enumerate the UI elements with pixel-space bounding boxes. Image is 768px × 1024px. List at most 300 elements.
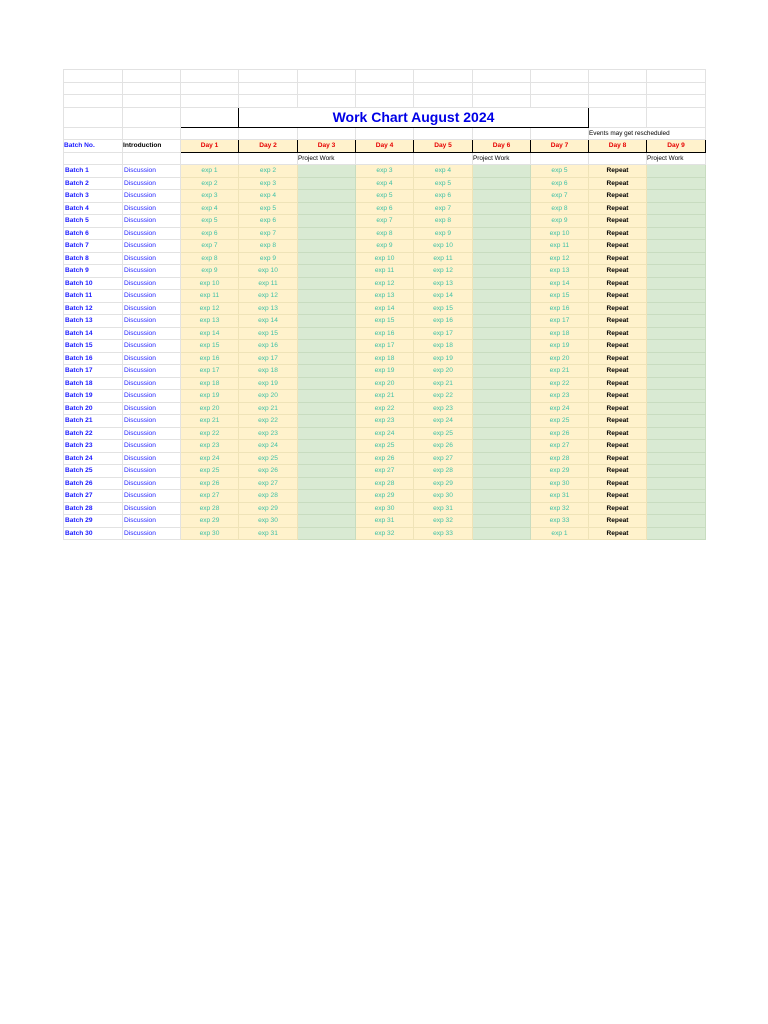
day-7-cell[interactable]: exp 28 [531, 452, 589, 465]
page-title[interactable]: Work Chart August 2024 [239, 107, 589, 127]
introduction-cell[interactable]: Discussion [123, 490, 181, 503]
introduction-cell[interactable]: Discussion [123, 327, 181, 340]
day-3-project-cell[interactable] [298, 290, 356, 303]
day-7-cell[interactable]: exp 9 [531, 215, 589, 228]
day-3-project-cell[interactable] [298, 515, 356, 528]
cell[interactable] [356, 127, 414, 140]
day-3-project-cell[interactable] [298, 490, 356, 503]
day-9-project-cell[interactable] [647, 452, 706, 465]
day-8-repeat-cell[interactable]: Repeat [589, 265, 647, 278]
batch-cell[interactable]: Batch 25 [64, 465, 123, 478]
introduction-cell[interactable]: Discussion [123, 465, 181, 478]
cell[interactable] [181, 152, 239, 165]
day-9-project-cell[interactable] [647, 190, 706, 203]
cell[interactable] [356, 152, 414, 165]
cell[interactable] [531, 95, 589, 108]
day-6-project-cell[interactable] [473, 502, 531, 515]
day-6-project-cell[interactable] [473, 415, 531, 428]
day-9-project-cell[interactable] [647, 240, 706, 253]
day-7-cell[interactable]: exp 20 [531, 352, 589, 365]
cell[interactable] [414, 70, 473, 83]
day-2-cell[interactable]: exp 24 [239, 440, 298, 453]
day-2-cell[interactable]: exp 13 [239, 302, 298, 315]
day-6-project-cell[interactable] [473, 465, 531, 478]
day-2-cell[interactable]: exp 9 [239, 252, 298, 265]
day-7-cell[interactable]: exp 5 [531, 165, 589, 178]
day-1-cell[interactable]: exp 18 [181, 377, 239, 390]
day-6-project-cell[interactable] [473, 515, 531, 528]
introduction-cell[interactable]: Discussion [123, 502, 181, 515]
day-3-project-cell[interactable] [298, 402, 356, 415]
cell[interactable] [414, 152, 473, 165]
introduction-cell[interactable]: Discussion [123, 452, 181, 465]
day-8-repeat-cell[interactable]: Repeat [589, 177, 647, 190]
project-work-label-day-6[interactable]: Project Work [473, 152, 531, 165]
introduction-cell[interactable]: Discussion [123, 202, 181, 215]
day-9-project-cell[interactable] [647, 440, 706, 453]
day-8-repeat-cell[interactable]: Repeat [589, 415, 647, 428]
day-2-cell[interactable]: exp 16 [239, 340, 298, 353]
day-7-cell[interactable]: exp 6 [531, 177, 589, 190]
day-5-cell[interactable]: exp 20 [414, 365, 473, 378]
day-4-cell[interactable]: exp 30 [356, 502, 414, 515]
day-2-cell[interactable]: exp 21 [239, 402, 298, 415]
day-9-project-cell[interactable] [647, 390, 706, 403]
batch-cell[interactable]: Batch 19 [64, 390, 123, 403]
day-2-cell[interactable]: exp 4 [239, 190, 298, 203]
day-7-cell[interactable]: exp 31 [531, 490, 589, 503]
batch-cell[interactable]: Batch 6 [64, 227, 123, 240]
day-7-cell[interactable]: exp 29 [531, 465, 589, 478]
day-3-project-cell[interactable] [298, 177, 356, 190]
day-3-project-cell[interactable] [298, 215, 356, 228]
title-left-cell[interactable] [181, 107, 239, 127]
introduction-cell[interactable]: Discussion [123, 240, 181, 253]
day-6-project-cell[interactable] [473, 290, 531, 303]
introduction-cell[interactable]: Discussion [123, 440, 181, 453]
day-7-cell[interactable]: exp 26 [531, 427, 589, 440]
introduction-cell[interactable]: Discussion [123, 315, 181, 328]
day-7-cell[interactable]: exp 24 [531, 402, 589, 415]
day-6-project-cell[interactable] [473, 215, 531, 228]
day-4-cell[interactable]: exp 14 [356, 302, 414, 315]
day-8-repeat-cell[interactable]: Repeat [589, 402, 647, 415]
day-2-cell[interactable]: exp 3 [239, 177, 298, 190]
cell[interactable] [64, 107, 123, 127]
day-6-project-cell[interactable] [473, 365, 531, 378]
day-9-project-cell[interactable] [647, 427, 706, 440]
batch-cell[interactable]: Batch 21 [64, 415, 123, 428]
day-1-cell[interactable]: exp 23 [181, 440, 239, 453]
day-6-project-cell[interactable] [473, 227, 531, 240]
day-4-cell[interactable]: exp 9 [356, 240, 414, 253]
header-batch[interactable]: Batch No. [64, 140, 123, 153]
day-1-cell[interactable]: exp 12 [181, 302, 239, 315]
day-5-cell[interactable]: exp 18 [414, 340, 473, 353]
day-9-project-cell[interactable] [647, 402, 706, 415]
introduction-cell[interactable]: Discussion [123, 402, 181, 415]
day-5-cell[interactable]: exp 12 [414, 265, 473, 278]
introduction-cell[interactable]: Discussion [123, 252, 181, 265]
day-4-cell[interactable]: exp 8 [356, 227, 414, 240]
day-2-cell[interactable]: exp 27 [239, 477, 298, 490]
day-6-project-cell[interactable] [473, 490, 531, 503]
day-1-cell[interactable]: exp 14 [181, 327, 239, 340]
cell[interactable] [356, 82, 414, 95]
day-8-repeat-cell[interactable]: Repeat [589, 465, 647, 478]
day-5-cell[interactable]: exp 17 [414, 327, 473, 340]
batch-cell[interactable]: Batch 28 [64, 502, 123, 515]
day-1-cell[interactable]: exp 26 [181, 477, 239, 490]
cell[interactable] [123, 152, 181, 165]
day-4-cell[interactable]: exp 19 [356, 365, 414, 378]
day-8-repeat-cell[interactable]: Repeat [589, 427, 647, 440]
day-1-cell[interactable]: exp 16 [181, 352, 239, 365]
header-day-1[interactable]: Day 1 [181, 140, 239, 153]
day-7-cell[interactable]: exp 32 [531, 502, 589, 515]
cell[interactable] [356, 95, 414, 108]
day-9-project-cell[interactable] [647, 202, 706, 215]
day-5-cell[interactable]: exp 9 [414, 227, 473, 240]
day-5-cell[interactable]: exp 30 [414, 490, 473, 503]
day-6-project-cell[interactable] [473, 315, 531, 328]
cell[interactable] [298, 95, 356, 108]
day-8-repeat-cell[interactable]: Repeat [589, 302, 647, 315]
day-8-repeat-cell[interactable]: Repeat [589, 502, 647, 515]
day-4-cell[interactable]: exp 11 [356, 265, 414, 278]
day-9-project-cell[interactable] [647, 515, 706, 528]
day-8-repeat-cell[interactable]: Repeat [589, 165, 647, 178]
day-7-cell[interactable]: exp 11 [531, 240, 589, 253]
day-9-project-cell[interactable] [647, 502, 706, 515]
day-2-cell[interactable]: exp 23 [239, 427, 298, 440]
day-6-project-cell[interactable] [473, 177, 531, 190]
day-1-cell[interactable]: exp 8 [181, 252, 239, 265]
day-1-cell[interactable]: exp 9 [181, 265, 239, 278]
day-7-cell[interactable]: exp 14 [531, 277, 589, 290]
day-3-project-cell[interactable] [298, 365, 356, 378]
day-9-project-cell[interactable] [647, 352, 706, 365]
cell[interactable] [531, 70, 589, 83]
day-5-cell[interactable]: exp 15 [414, 302, 473, 315]
day-7-cell[interactable]: exp 27 [531, 440, 589, 453]
cell[interactable] [181, 82, 239, 95]
day-3-project-cell[interactable] [298, 252, 356, 265]
day-7-cell[interactable]: exp 30 [531, 477, 589, 490]
day-9-project-cell[interactable] [647, 215, 706, 228]
day-5-cell[interactable]: exp 21 [414, 377, 473, 390]
day-9-project-cell[interactable] [647, 277, 706, 290]
day-6-project-cell[interactable] [473, 477, 531, 490]
introduction-cell[interactable]: Discussion [123, 527, 181, 540]
day-2-cell[interactable]: exp 5 [239, 202, 298, 215]
header-day-6[interactable]: Day 6 [473, 140, 531, 153]
project-work-label-day-9[interactable]: Project Work [647, 152, 706, 165]
day-6-project-cell[interactable] [473, 252, 531, 265]
introduction-cell[interactable]: Discussion [123, 277, 181, 290]
cell[interactable] [414, 127, 473, 140]
batch-cell[interactable]: Batch 30 [64, 527, 123, 540]
day-4-cell[interactable]: exp 32 [356, 527, 414, 540]
day-9-project-cell[interactable] [647, 177, 706, 190]
day-5-cell[interactable]: exp 4 [414, 165, 473, 178]
day-1-cell[interactable]: exp 24 [181, 452, 239, 465]
day-2-cell[interactable]: exp 29 [239, 502, 298, 515]
cell[interactable] [239, 95, 298, 108]
day-6-project-cell[interactable] [473, 265, 531, 278]
batch-cell[interactable]: Batch 18 [64, 377, 123, 390]
day-5-cell[interactable]: exp 27 [414, 452, 473, 465]
cell[interactable] [589, 70, 647, 83]
cell[interactable] [531, 127, 589, 140]
cell[interactable] [181, 95, 239, 108]
day-3-project-cell[interactable] [298, 327, 356, 340]
header-day-9[interactable]: Day 9 [647, 140, 706, 153]
batch-cell[interactable]: Batch 17 [64, 365, 123, 378]
day-7-cell[interactable]: exp 13 [531, 265, 589, 278]
cell[interactable] [64, 152, 123, 165]
day-2-cell[interactable]: exp 20 [239, 390, 298, 403]
batch-cell[interactable]: Batch 15 [64, 340, 123, 353]
day-6-project-cell[interactable] [473, 190, 531, 203]
day-3-project-cell[interactable] [298, 415, 356, 428]
introduction-cell[interactable]: Discussion [123, 165, 181, 178]
day-6-project-cell[interactable] [473, 402, 531, 415]
day-9-project-cell[interactable] [647, 377, 706, 390]
header-introduction[interactable]: Introduction [123, 140, 181, 153]
cell[interactable] [239, 82, 298, 95]
day-9-project-cell[interactable] [647, 302, 706, 315]
day-3-project-cell[interactable] [298, 390, 356, 403]
day-6-project-cell[interactable] [473, 352, 531, 365]
day-1-cell[interactable]: exp 7 [181, 240, 239, 253]
day-5-cell[interactable]: exp 19 [414, 352, 473, 365]
batch-cell[interactable]: Batch 3 [64, 190, 123, 203]
cell[interactable] [123, 95, 181, 108]
day-4-cell[interactable]: exp 29 [356, 490, 414, 503]
day-2-cell[interactable]: exp 15 [239, 327, 298, 340]
day-7-cell[interactable]: exp 1 [531, 527, 589, 540]
day-5-cell[interactable]: exp 25 [414, 427, 473, 440]
day-3-project-cell[interactable] [298, 165, 356, 178]
cell[interactable] [123, 70, 181, 83]
day-3-project-cell[interactable] [298, 340, 356, 353]
day-4-cell[interactable]: exp 3 [356, 165, 414, 178]
introduction-cell[interactable]: Discussion [123, 352, 181, 365]
day-1-cell[interactable]: exp 25 [181, 465, 239, 478]
cell[interactable] [64, 127, 123, 140]
day-4-cell[interactable]: exp 27 [356, 465, 414, 478]
day-6-project-cell[interactable] [473, 377, 531, 390]
batch-cell[interactable]: Batch 23 [64, 440, 123, 453]
day-3-project-cell[interactable] [298, 240, 356, 253]
day-4-cell[interactable]: exp 13 [356, 290, 414, 303]
day-1-cell[interactable]: exp 27 [181, 490, 239, 503]
day-8-repeat-cell[interactable]: Repeat [589, 352, 647, 365]
day-8-repeat-cell[interactable]: Repeat [589, 227, 647, 240]
day-2-cell[interactable]: exp 19 [239, 377, 298, 390]
cell[interactable] [414, 95, 473, 108]
introduction-cell[interactable]: Discussion [123, 365, 181, 378]
cell[interactable] [589, 152, 647, 165]
introduction-cell[interactable]: Discussion [123, 390, 181, 403]
introduction-cell[interactable]: Discussion [123, 215, 181, 228]
day-4-cell[interactable]: exp 18 [356, 352, 414, 365]
day-3-project-cell[interactable] [298, 527, 356, 540]
cell[interactable] [123, 82, 181, 95]
cell[interactable] [589, 107, 647, 127]
day-3-project-cell[interactable] [298, 190, 356, 203]
cell[interactable] [531, 152, 589, 165]
batch-cell[interactable]: Batch 1 [64, 165, 123, 178]
day-2-cell[interactable]: exp 28 [239, 490, 298, 503]
day-1-cell[interactable]: exp 21 [181, 415, 239, 428]
project-work-label-day-3[interactable]: Project Work [298, 152, 356, 165]
batch-cell[interactable]: Batch 26 [64, 477, 123, 490]
day-5-cell[interactable]: exp 16 [414, 315, 473, 328]
batch-cell[interactable]: Batch 12 [64, 302, 123, 315]
introduction-cell[interactable]: Discussion [123, 427, 181, 440]
day-2-cell[interactable]: exp 7 [239, 227, 298, 240]
day-9-project-cell[interactable] [647, 490, 706, 503]
day-9-project-cell[interactable] [647, 340, 706, 353]
day-9-project-cell[interactable] [647, 365, 706, 378]
cell[interactable] [239, 70, 298, 83]
day-4-cell[interactable]: exp 24 [356, 427, 414, 440]
day-2-cell[interactable]: exp 30 [239, 515, 298, 528]
day-1-cell[interactable]: exp 19 [181, 390, 239, 403]
day-3-project-cell[interactable] [298, 427, 356, 440]
day-4-cell[interactable]: exp 28 [356, 477, 414, 490]
day-9-project-cell[interactable] [647, 165, 706, 178]
day-2-cell[interactable]: exp 22 [239, 415, 298, 428]
day-1-cell[interactable]: exp 30 [181, 527, 239, 540]
day-8-repeat-cell[interactable]: Repeat [589, 252, 647, 265]
day-4-cell[interactable]: exp 25 [356, 440, 414, 453]
day-8-repeat-cell[interactable]: Repeat [589, 327, 647, 340]
day-6-project-cell[interactable] [473, 390, 531, 403]
day-3-project-cell[interactable] [298, 377, 356, 390]
batch-cell[interactable]: Batch 14 [64, 327, 123, 340]
cell[interactable] [647, 70, 706, 83]
day-8-repeat-cell[interactable]: Repeat [589, 277, 647, 290]
day-3-project-cell[interactable] [298, 502, 356, 515]
day-1-cell[interactable]: exp 2 [181, 177, 239, 190]
day-3-project-cell[interactable] [298, 477, 356, 490]
cell[interactable] [473, 70, 531, 83]
day-1-cell[interactable]: exp 17 [181, 365, 239, 378]
cell[interactable] [298, 70, 356, 83]
day-8-repeat-cell[interactable]: Repeat [589, 390, 647, 403]
day-9-project-cell[interactable] [647, 290, 706, 303]
day-7-cell[interactable]: exp 23 [531, 390, 589, 403]
day-1-cell[interactable]: exp 15 [181, 340, 239, 353]
day-3-project-cell[interactable] [298, 202, 356, 215]
day-4-cell[interactable]: exp 21 [356, 390, 414, 403]
day-5-cell[interactable]: exp 11 [414, 252, 473, 265]
day-3-project-cell[interactable] [298, 302, 356, 315]
day-7-cell[interactable]: exp 18 [531, 327, 589, 340]
day-2-cell[interactable]: exp 8 [239, 240, 298, 253]
day-8-repeat-cell[interactable]: Repeat [589, 290, 647, 303]
cell[interactable] [356, 70, 414, 83]
day-4-cell[interactable]: exp 23 [356, 415, 414, 428]
day-7-cell[interactable]: exp 17 [531, 315, 589, 328]
day-6-project-cell[interactable] [473, 327, 531, 340]
cell[interactable] [589, 82, 647, 95]
day-1-cell[interactable]: exp 11 [181, 290, 239, 303]
day-6-project-cell[interactable] [473, 277, 531, 290]
day-4-cell[interactable]: exp 31 [356, 515, 414, 528]
day-7-cell[interactable]: exp 10 [531, 227, 589, 240]
header-day-8[interactable]: Day 8 [589, 140, 647, 153]
day-4-cell[interactable]: exp 4 [356, 177, 414, 190]
day-4-cell[interactable]: exp 7 [356, 215, 414, 228]
day-1-cell[interactable]: exp 10 [181, 277, 239, 290]
introduction-cell[interactable]: Discussion [123, 415, 181, 428]
introduction-cell[interactable]: Discussion [123, 340, 181, 353]
day-7-cell[interactable]: exp 25 [531, 415, 589, 428]
introduction-cell[interactable]: Discussion [123, 290, 181, 303]
cell[interactable] [181, 127, 239, 140]
day-1-cell[interactable]: exp 5 [181, 215, 239, 228]
day-9-project-cell[interactable] [647, 252, 706, 265]
day-5-cell[interactable]: exp 10 [414, 240, 473, 253]
day-2-cell[interactable]: exp 18 [239, 365, 298, 378]
batch-cell[interactable]: Batch 8 [64, 252, 123, 265]
batch-cell[interactable]: Batch 22 [64, 427, 123, 440]
day-5-cell[interactable]: exp 29 [414, 477, 473, 490]
day-9-project-cell[interactable] [647, 477, 706, 490]
day-2-cell[interactable]: exp 10 [239, 265, 298, 278]
day-6-project-cell[interactable] [473, 452, 531, 465]
batch-cell[interactable]: Batch 16 [64, 352, 123, 365]
day-5-cell[interactable]: exp 6 [414, 190, 473, 203]
day-2-cell[interactable]: exp 17 [239, 352, 298, 365]
day-4-cell[interactable]: exp 5 [356, 190, 414, 203]
day-7-cell[interactable]: exp 21 [531, 365, 589, 378]
day-6-project-cell[interactable] [473, 202, 531, 215]
day-6-project-cell[interactable] [473, 440, 531, 453]
batch-cell[interactable]: Batch 11 [64, 290, 123, 303]
day-2-cell[interactable]: exp 11 [239, 277, 298, 290]
cell[interactable] [123, 127, 181, 140]
batch-cell[interactable]: Batch 2 [64, 177, 123, 190]
day-6-project-cell[interactable] [473, 340, 531, 353]
day-3-project-cell[interactable] [298, 227, 356, 240]
cell[interactable] [64, 70, 123, 83]
day-9-project-cell[interactable] [647, 527, 706, 540]
batch-cell[interactable]: Batch 9 [64, 265, 123, 278]
day-5-cell[interactable]: exp 31 [414, 502, 473, 515]
day-5-cell[interactable]: exp 8 [414, 215, 473, 228]
cell[interactable] [473, 95, 531, 108]
batch-cell[interactable]: Batch 4 [64, 202, 123, 215]
day-8-repeat-cell[interactable]: Repeat [589, 202, 647, 215]
batch-cell[interactable]: Batch 20 [64, 402, 123, 415]
day-7-cell[interactable]: exp 22 [531, 377, 589, 390]
day-7-cell[interactable]: exp 19 [531, 340, 589, 353]
day-8-repeat-cell[interactable]: Repeat [589, 477, 647, 490]
day-4-cell[interactable]: exp 10 [356, 252, 414, 265]
cell[interactable] [414, 82, 473, 95]
day-8-repeat-cell[interactable]: Repeat [589, 190, 647, 203]
batch-cell[interactable]: Batch 5 [64, 215, 123, 228]
day-7-cell[interactable]: exp 16 [531, 302, 589, 315]
day-5-cell[interactable]: exp 28 [414, 465, 473, 478]
day-4-cell[interactable]: exp 12 [356, 277, 414, 290]
introduction-cell[interactable]: Discussion [123, 227, 181, 240]
